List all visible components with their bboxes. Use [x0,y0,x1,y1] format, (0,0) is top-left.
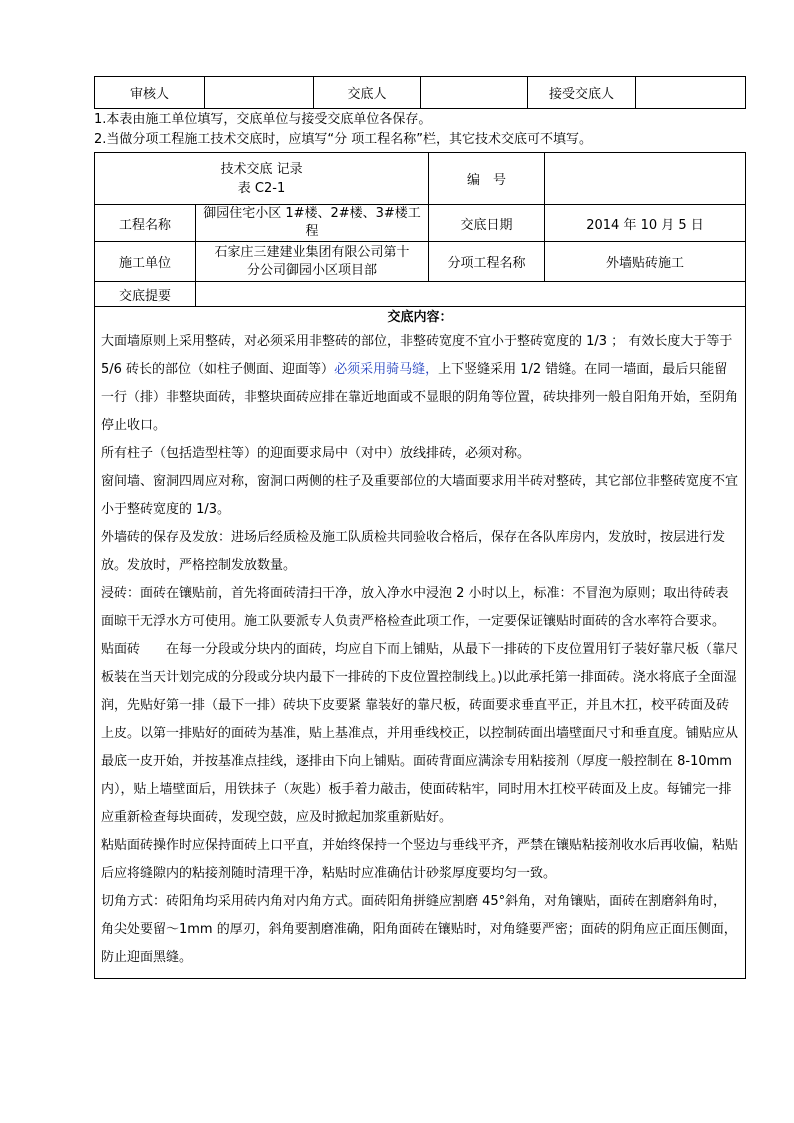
discloser-label: 交底人 [314,77,421,109]
contractor-line-2: 分公司御园小区项目部 [247,262,378,278]
signature-row [95,77,746,109]
disclosure-content [95,307,746,979]
contractor-value[interactable] [196,242,429,282]
content-paragraph-8: 切角方式：砖阳角均采用砖内角对内角方式。面砖阳角拼缝应割磨 45°斜角，对角镶贴，面砖在割磨斜角时，角尖处要留～1mm 的厚刃，斜角要割磨准确，阳角面砖在镶贴时，对角缝要严密；面砖的阴角应正面压侧面，防止迎面黑缝。 [101,894,737,965]
disclosure-date-value[interactable]: 2014 年 10 月 5 日 [545,205,746,242]
form-title-line-2: 表 C2-1 [237,180,286,196]
number-label: 编 号 [429,153,545,205]
contractor-row [95,242,746,282]
reviewer-label: 审核人 [95,77,205,109]
project-row [95,205,746,242]
paragraph-1-text-b: 上下竖缝采用 1/2 错缝。在同一墙面，最后只能留一行（排）非整块面砖，非整块面砖应排在靠近地面或不显眼的阴角等位置，砖块排列一般自阳角开始，至阴角停止收口。 [101,362,739,433]
disclosure-record-table [94,152,746,979]
content-paragraph-3: 窗间墙、窗洞四周应对称，窗洞口两侧的柱子及重要部位的大墙面要求用半砖对整砖，其它部位非整砖宽度不宜小于整砖宽度的 1/3。 [101,474,739,517]
summary-row [95,282,746,307]
project-name-value[interactable] [196,205,429,242]
note-line-2: 2.当做分项工程施工技术交底时，应填写“分 项工程名称”栏，其它技术交底可不填写。 [94,132,593,147]
form-title-line-1: 技术交底 记录 [220,161,303,177]
content-row [95,307,746,979]
reviewer-field[interactable] [205,77,314,109]
number-field[interactable] [545,153,746,205]
discloser-field[interactable] [421,77,528,109]
title-row [95,153,746,205]
paragraph-1-text-a: 大面墙原则上采用整砖，对必须采用非整砖的部位，非整砖宽度不宜小于整砖宽度的 1/3 ； 有效长度大于等于 5/6 砖长的部位（如柱子侧面、迎面等） [101,334,733,377]
content-heading: 交底内容： [387,310,453,325]
form-notes [94,110,754,150]
content-paragraph-2: 所有柱子（包括造型柱等）的迎面要求局中（对中）放线排砖，必须对称。 [101,446,531,461]
summary-label: 交底提要 [95,282,196,307]
content-paragraph-1 [101,328,739,440]
project-name-label: 工程名称 [95,205,196,242]
signature-table [94,76,746,109]
disclosure-date-label: 交底日期 [429,205,545,242]
note-line-1: 1.本表由施工单位填写，交底单位与接受交底单位各保存。 [94,112,432,127]
content-paragraph-7: 粘贴面砖操作时应保持面砖上口平直，并始终保持一个竖边与垂线平齐，严禁在镶贴粘接剂收水后再收偏，粘贴后应将缝隙内的粘接剂随时清理干净，粘贴时应准确估计砂浆厚度要均匀一致。 [101,838,739,881]
receiver-label: 接受交底人 [528,77,636,109]
subitem-name-value[interactable]: 外墙贴砖施工 [545,242,746,282]
contractor-line-1: 石家庄三建建业集团有限公司第十 [214,244,410,260]
project-name-line-1: 御园住宅小区 1#楼、2#楼、3#楼工 [203,206,421,221]
receiver-field[interactable] [636,77,746,109]
content-paragraph-4: 外墙砖的保存及发放：进场后经质检及施工队质检共同验收合格后，保存在各队库房内，发放时，按层进行发放。发放时，严格控制发放数量。 [101,530,726,573]
content-paragraph-6: 贴面砖 在每一分段或分块内的面砖，均应自下而上铺贴，从最下一排砖的下皮位置用钉子装好靠尺板（靠尺板装在当天计划完成的分段或分块内最下一排砖的下皮位置控制线上。)以此承托第一排面砖。浇水将底子全面湿润，先贴好第一排（最下一排）砖块下皮要紧 靠装好的靠尺板，砖面要求垂直平正，并且木扛，校平砖面及砖上皮。以第一排贴好的面砖为基准，贴上基准点，并用垂线校正，以控制砖面出墙壁面尺寸和垂直度。铺贴应从最底一皮开始，并按基准点挂线，逐排由下向上铺贴。面砖背面应满涂专用粘接剂（厚度一般控制在 8-10mm 内），贴上墙壁面后，用铁抹子（灰匙）板手着力敲击，使面砖粘牢，同时用木扛校平砖面及上皮。每铺完一排应重新检查每块面砖，发现空鼓，应及时掀起加浆重新贴好。 [101,642,739,825]
content-paragraph-5: 浸砖：面砖在镶贴前，首先将面砖清扫干净，放入净水中浸泡 2 小时以上，标准：不冒泡为原则；取出待砖表面晾干无浮水方可使用。施工队要派专人负责严格检查此项工作，一定要保证镶贴时面砖的含水率符合要求。 [101,586,729,629]
summary-field[interactable] [196,282,746,307]
form-title [95,153,429,205]
paragraph-1-highlight: 必须采用骑马缝， [334,362,439,377]
project-name-line-2: 程 [305,224,319,239]
subitem-name-label: 分项工程名称 [429,242,545,282]
contractor-label: 施工单位 [95,242,196,282]
